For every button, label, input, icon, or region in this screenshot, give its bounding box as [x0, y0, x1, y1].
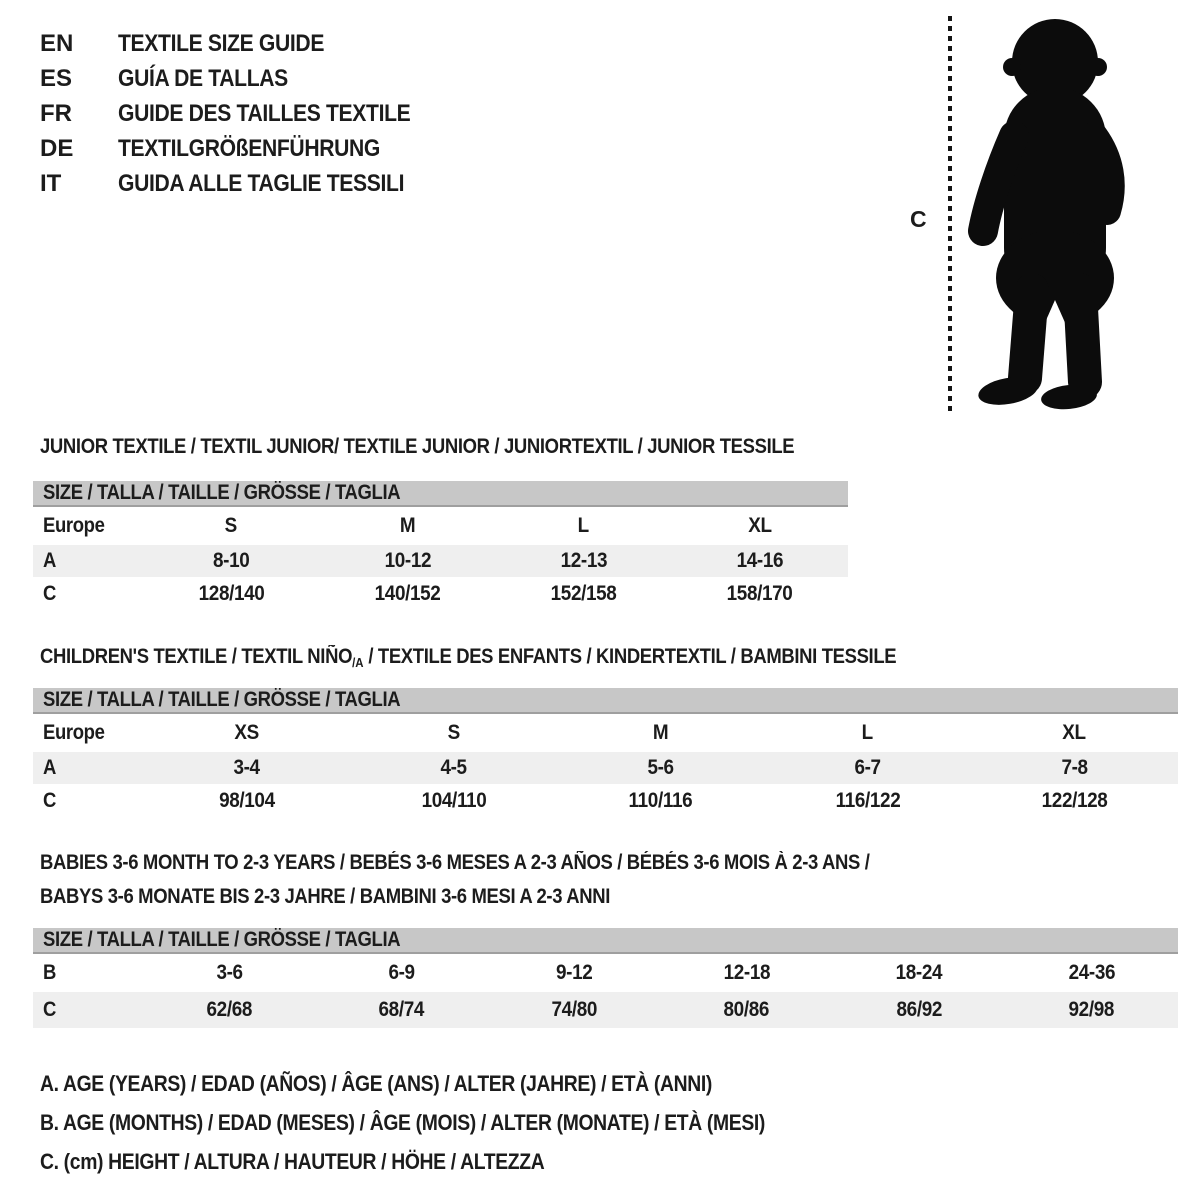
- table-row-a: [33, 752, 1178, 784]
- lang-row-it: [40, 166, 450, 201]
- row-label: Europe: [43, 514, 105, 537]
- row-label: C: [43, 998, 56, 1021]
- table-cell: S: [224, 514, 238, 537]
- row-label: C: [43, 789, 56, 812]
- table-cell: S: [447, 721, 460, 744]
- table-cell: 86/92: [896, 998, 943, 1021]
- table-cell: 6-9: [388, 961, 415, 984]
- babies-title-line2: BABYS 3-6 MONATE BIS 2-3 JAHRE / BAMBINI 3-6 MESI A 2-3 ANNI: [40, 885, 610, 908]
- lang-row-es: [40, 61, 450, 96]
- table-cell: L: [861, 721, 874, 744]
- table-cell: 9-12: [556, 961, 593, 984]
- table-cell: 68/74: [378, 998, 425, 1021]
- table-cell: 62/68: [206, 998, 253, 1021]
- table-cell: 4-5: [440, 756, 467, 779]
- junior-size-table: [33, 481, 848, 611]
- row-label: C: [43, 582, 56, 605]
- toddler-silhouette-icon: [956, 10, 1140, 412]
- table-cell: L: [578, 514, 590, 537]
- legend-line-a: A. AGE (YEARS) / EDAD (AÑOS) / ÂGE (ANS) / ALTER (JAHRE) / ETÀ (ANNI): [40, 1071, 712, 1096]
- table-cell: M: [399, 514, 416, 537]
- size-header-label: SIZE / TALLA / TAILLE / GRÖSSE / TAGLIA: [43, 688, 401, 711]
- size-header-label: SIZE / TALLA / TAILLE / GRÖSSE / TAGLIA: [43, 481, 401, 504]
- table-cell: 7-8: [1061, 756, 1088, 779]
- table-cell: 98/104: [218, 789, 275, 812]
- size-header-bar: [33, 688, 1178, 714]
- lang-row-de: [40, 131, 450, 166]
- table-row-europe: [33, 507, 848, 545]
- table-cell: 6-7: [854, 756, 881, 779]
- table-cell: XS: [234, 721, 259, 744]
- table-cell: 158/170: [726, 582, 793, 605]
- table-cell: XL: [748, 514, 772, 537]
- size-header-label: SIZE / TALLA / TAILLE / GRÖSSE / TAGLIA: [43, 928, 401, 951]
- lang-code: DE: [40, 134, 74, 162]
- table-cell: 8-10: [212, 549, 250, 572]
- lang-code: FR: [40, 99, 72, 127]
- table-cell: 116/122: [835, 789, 900, 812]
- lang-title: TEXTILE SIZE GUIDE: [118, 29, 325, 57]
- row-label: Europe: [43, 721, 105, 744]
- table-cell: 12-18: [723, 961, 771, 984]
- children-section-title: [40, 644, 1013, 671]
- size-header-bar: [33, 928, 1178, 954]
- table-cell: 80/86: [723, 998, 770, 1021]
- table-cell: 140/152: [374, 582, 441, 605]
- table-cell: 110/116: [628, 789, 693, 812]
- babies-size-table: [33, 928, 1178, 1028]
- table-cell: 18-24: [895, 961, 943, 984]
- table-cell: 3-6: [216, 961, 243, 984]
- table-cell: 3-4: [233, 756, 260, 779]
- table-row-c: [33, 577, 848, 611]
- table-row-c: [33, 992, 1178, 1028]
- legend-line-b: B. AGE (MONTHS) / EDAD (MESES) / ÂGE (MOIS) / ALTER (MONATE) / ETÀ (MESI): [40, 1110, 766, 1135]
- table-cell: 92/98: [1068, 998, 1115, 1021]
- children-size-table: [33, 688, 1178, 818]
- language-title-block: [40, 26, 450, 201]
- table-cell: XL: [1062, 721, 1087, 744]
- table-row-a: [33, 545, 848, 577]
- junior-section-title: [40, 434, 897, 459]
- table-row-c: [33, 784, 1178, 818]
- size-header-bar: [33, 481, 848, 507]
- lang-code: IT: [40, 169, 62, 197]
- row-label: A: [43, 756, 56, 779]
- table-cell: M: [652, 721, 669, 744]
- lang-title: GUÍA DE TALLAS: [118, 64, 288, 92]
- junior-section-title-text: JUNIOR TEXTILE / TEXTIL JUNIOR/ TEXTILE JUNIOR / JUNIORTEXTIL / JUNIOR TESSILE: [40, 435, 795, 458]
- lang-row-en: [40, 26, 450, 61]
- row-label: B: [43, 961, 56, 984]
- table-cell: 74/80: [551, 998, 598, 1021]
- table-cell: 104/110: [421, 789, 486, 812]
- lang-code: ES: [40, 64, 73, 92]
- nino-a-subscript: /A: [352, 655, 364, 670]
- babies-title-line1: BABIES 3-6 MONTH TO 2-3 YEARS / BEBÉS 3-6 MESES A 2-3 AÑOS / BÉBÉS 3-6 MOIS À 2-3 ANS /: [40, 851, 870, 874]
- lang-title: GUIDE DES TAILLES TEXTILE: [118, 99, 411, 127]
- legend-line-c: C. (cm) HEIGHT / ALTURA / HAUTEUR / HÖHE / ALTEZZA: [40, 1149, 545, 1174]
- lang-code: EN: [40, 29, 74, 57]
- lang-title: GUIDA ALLE TAGLIE TESSILI: [118, 169, 405, 197]
- children-section-title-text: CHILDREN'S TEXTILE / TEXTIL NIÑO/A / TEXTILE DES ENFANTS / KINDERTEXTIL / BAMBINI TESSILE: [40, 645, 897, 670]
- lang-title: TEXTILGRÖßENFÜHRUNG: [118, 134, 381, 162]
- table-row-b: [33, 954, 1178, 992]
- row-label: A: [43, 549, 56, 572]
- table-cell: 128/140: [198, 582, 265, 605]
- table-row-europe: [33, 714, 1178, 752]
- table-cell: 14-16: [736, 549, 784, 572]
- table-cell: 122/128: [1041, 789, 1108, 812]
- table-cell: 5-6: [647, 756, 674, 779]
- table-cell: 152/158: [550, 582, 617, 605]
- lang-row-fr: [40, 96, 450, 131]
- table-cell: 10-12: [384, 549, 431, 572]
- measurement-legend: [40, 1064, 864, 1181]
- table-cell: 12-13: [560, 549, 607, 572]
- height-measure-label: C: [910, 206, 927, 232]
- babies-section-title: [40, 846, 983, 914]
- height-measure-dashed-line: [948, 16, 952, 414]
- table-cell: 24-36: [1068, 961, 1116, 984]
